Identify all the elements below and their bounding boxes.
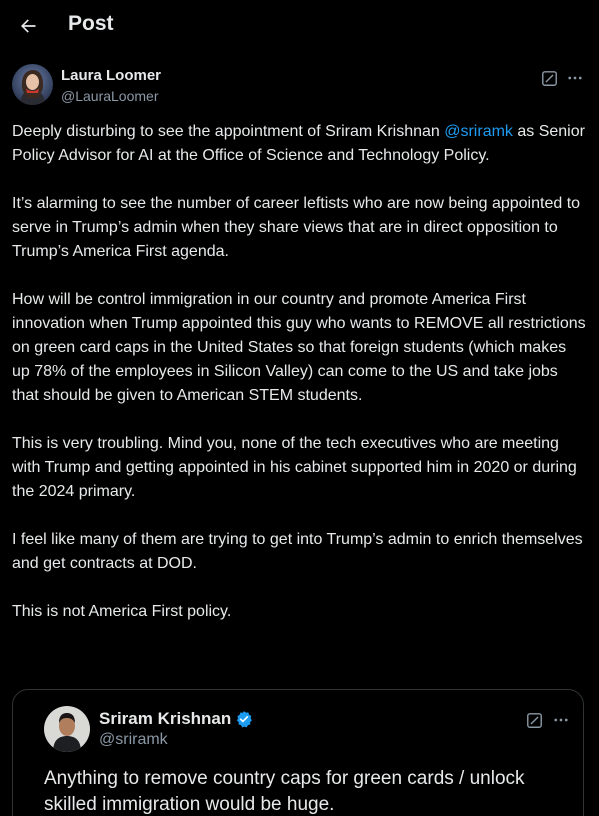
quoted-author-name[interactable]: Sriram Krishnan [99,709,232,728]
back-button[interactable] [12,10,44,42]
author-handle[interactable]: @LauraLoomer [61,88,159,104]
avatar[interactable] [44,706,90,752]
quoted-post-text: Anything to remove country caps for green cards / unlock skilled immigration would be huge. [44,768,525,815]
post-paragraph: This is not America First policy. [12,603,232,620]
grok-icon [541,70,558,87]
grok-button[interactable] [538,67,560,89]
post-text [12,120,587,648]
post-paragraph: It’s alarming to see the number of career leftists who are now being appointed to serve in Trump’s admin when they share views that are in direct opposition to Trump’s America First agenda. [12,195,581,260]
author-name[interactable]: Laura Loomer [61,67,162,84]
top-bar [0,0,599,52]
post-paragraph: Deeply disturbing to see the appointment of Sriram Krishnan @sriramk as Senior Policy Advisor for AI at the Office of Science and Technology Policy. [12,123,585,164]
avatar[interactable] [12,64,53,105]
more-icon [552,711,570,729]
quoted-post[interactable] [12,689,584,816]
post-paragraph: How will be control immigration in our country and promote America First innovation when Trump appointed this guy who wants to REMOVE all restrictions on green card caps in the United States so that foreign students (which makes up 78% of the employees in Silicon Valley) can come to the US and take jobs that should be given to American STEM students. [12,291,586,404]
verified-badge-icon [235,710,253,728]
post-author-row [12,64,587,108]
grok-button[interactable] [523,709,545,731]
more-button[interactable] [550,709,572,731]
page-title: Post [68,12,114,35]
mention-link[interactable]: @sriramk [444,123,513,140]
post-paragraph: This is very troubling. Mind you, none of the tech executives who are meeting with Trump and getting appointed in his cabinet supported him in 2020 or during the 2024 primary. [12,435,577,500]
grok-icon [526,712,543,729]
arrow-left-icon [18,16,38,36]
quoted-author-handle[interactable]: @sriramk [99,731,168,748]
quoted-author-row [99,709,253,729]
more-button[interactable] [564,67,586,89]
post-paragraph: I feel like many of them are trying to get into Trump’s admin to enrich themselves and get contracts at DOD. [12,531,583,572]
more-icon [566,69,584,87]
